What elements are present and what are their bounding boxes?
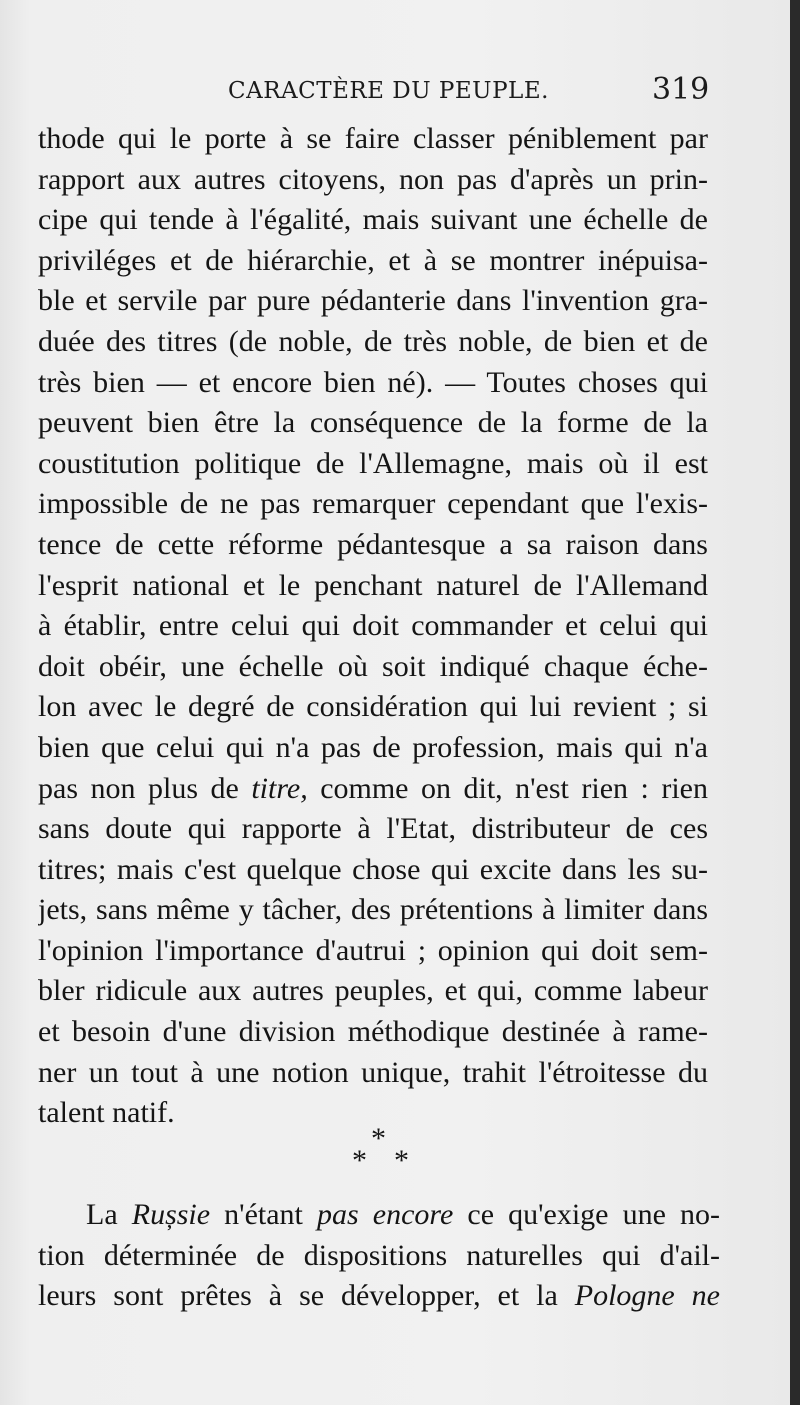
text-line: peuvent bien être la conséquence de la forme de la [38, 406, 708, 440]
text-line: l'opinion l'importance d'autrui ; opinion qui doit sem- [38, 933, 708, 967]
text-run: La [86, 1198, 132, 1231]
text-line: lon avec le degré de considération qui lui revient ; si [38, 690, 708, 724]
text-line: doit obéir, une échelle où soit indiqué chaque éche- [38, 649, 708, 683]
text-line: tion déterminée de dispositions naturelles qui d'ail- [38, 1238, 720, 1272]
text-line: priviléges et de hiérarchie, et à se montrer inépuisa- [38, 243, 708, 277]
text-line: ner un tout à une notion unique, trahit l'étroitesse du [38, 1055, 708, 1089]
text-line: talent natif. [38, 1096, 175, 1130]
text-line: cipe qui tende à l'égalité, mais suivant une échelle de [38, 203, 708, 237]
text-line: bler ridicule aux autres peuples, et qui, comme labeur [38, 974, 708, 1008]
asterisk: * [352, 1144, 367, 1177]
section-separator [0, 1118, 760, 1178]
asterisk: * [371, 1122, 386, 1155]
text-run: leurs sont prêtes à se développer, et la [38, 1279, 575, 1313]
text-line: sans doute qui rapporte à l'Etat, distributeur de ces [38, 812, 708, 846]
text-run: comme on dit, n'est rien : rien [307, 771, 708, 805]
text-line: jets, sans même y tâcher, des prétentions à limiter dans [38, 893, 708, 927]
text-line: thode qui le porte à se faire classer péniblement par [38, 122, 708, 155]
text-line: duée des titres (de noble, de très noble, de bien et de [38, 324, 708, 358]
page-header [0, 72, 790, 112]
text-line: titres; mais c'est quelque chose qui excite dans les su- [38, 852, 708, 886]
text-line: ble et servile par pure pédanterie dans l'invention gra- [38, 284, 708, 318]
italic-word: Pologne ne [574, 1279, 720, 1313]
italic-word: Rușsie [131, 1198, 211, 1231]
text-line: rapport aux autres citoyens, non pas d'après un prin- [38, 162, 708, 196]
text-line: très bien — et encore bien né). — Toutes choses qui [38, 365, 708, 399]
page-number: 319 [652, 72, 710, 107]
italic-word: pas encore [317, 1198, 454, 1231]
paragraph-2 [38, 1195, 720, 1317]
text-run: ce qu'exige une no- [453, 1198, 720, 1231]
text-line: l'esprit national et le penchant naturel de l'Allemand [38, 568, 708, 602]
paragraph-1 [38, 119, 708, 1134]
text-line: coustitution politique de l'Allemagne, mais où il est [38, 446, 708, 480]
text-line: bien que celui qui n'a pas de profession, mais qui n'a [38, 730, 708, 764]
text-line [38, 1195, 720, 1236]
text-line [38, 1276, 720, 1317]
text-line: et besoin d'une division méthodique destinée à rame- [38, 1015, 708, 1049]
running-head: CARACTÈRE DU PEUPLE. [228, 78, 549, 104]
asterisk: * [394, 1144, 409, 1177]
page-edge-shadow [790, 0, 800, 1405]
text-line: à établir, entre celui qui doit commander et celui qui [38, 609, 708, 643]
text-run: pas non plus de [38, 771, 252, 805]
italic-word: titre, [251, 771, 308, 805]
text-line: impossible de ne pas remarquer cependant que l'exis- [38, 487, 708, 521]
text-line: tence de cette réforme pédantesque a sa raison dans [38, 527, 708, 561]
text-line [38, 769, 708, 810]
text-run: n'étant [210, 1198, 317, 1231]
